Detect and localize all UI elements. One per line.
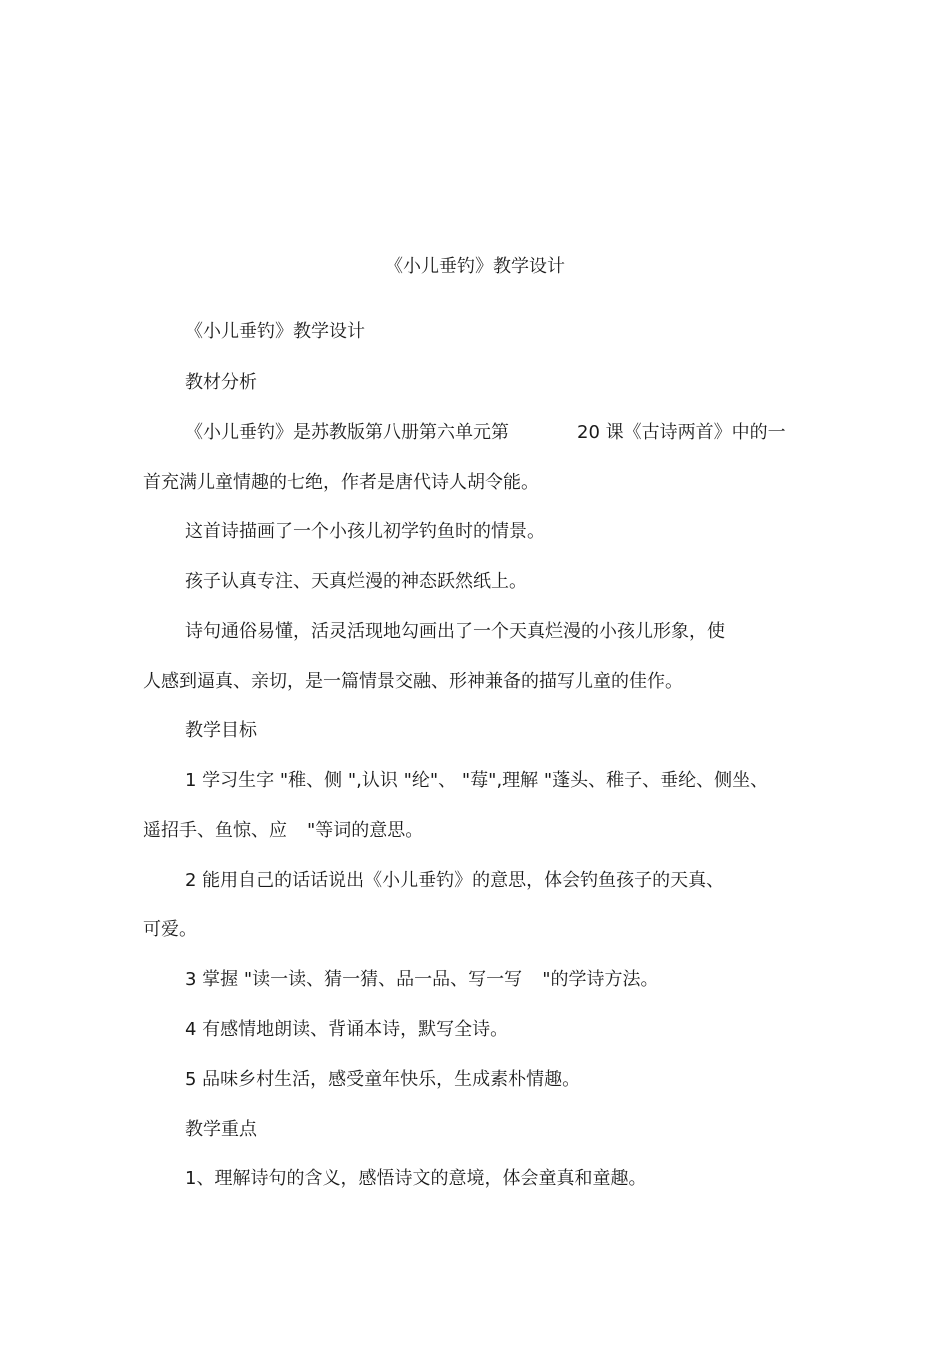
list-item: 2 能用自己的话话说出《小儿垂钓》的意思，体会钓鱼孩子的天真、	[185, 870, 725, 891]
paragraph-line: 首充满儿童情趣的七绝，作者是唐代诗人胡令能。	[143, 472, 539, 493]
list-item-continuation	[143, 819, 423, 843]
paragraph-text: 3 掌握 "读一读、猜一猜、品一品、写一写	[185, 969, 523, 990]
section-heading-material: 教材分析	[185, 372, 257, 393]
section-heading-goals: 教学目标	[185, 720, 257, 741]
paragraph-line: 孩子认真专注、天真烂漫的神态跃然纸上。	[185, 571, 527, 592]
paragraph-line: 这首诗描画了一个小孩儿初学钓鱼时的情景。	[185, 521, 545, 542]
paragraph-text: "等词的意思。	[307, 820, 424, 841]
list-item: 1 学习生字 "稚、侧 ",认识 "纶"、 "莓",理解 "蓬头、稚子、垂纶、侧坐、	[185, 770, 769, 791]
list-item: 4 有感情地朗读、背诵本诗，默写全诗。	[185, 1019, 509, 1040]
list-item: 1、理解诗句的含义，感悟诗文的意境，体会童真和童趣。	[185, 1168, 647, 1189]
section-heading-key-points: 教学重点	[185, 1119, 257, 1140]
list-item-continuation: 可爱。	[143, 919, 197, 940]
document-title: 《小儿垂钓》教学设计	[385, 256, 565, 277]
paragraph-line: 诗句通俗易懂，活灵活现地勾画出了一个天真烂漫的小孩儿形象，使	[185, 621, 725, 642]
paragraph-line	[185, 421, 786, 445]
paragraph-text: 遥招手、鱼惊、应	[143, 820, 287, 841]
paragraph-text: 《小儿垂钓》是苏教版第八册第六单元第	[185, 422, 509, 443]
document-heading: 《小儿垂钓》教学设计	[185, 321, 365, 342]
paragraph-line: 人感到逼真、亲切，是一篇情景交融、形神兼备的描写儿童的佳作。	[143, 671, 683, 692]
paragraph-text: 20 课《古诗两首》中的一	[577, 422, 786, 443]
list-item: 5 品味乡村生活，感受童年快乐，生成素朴情趣。	[185, 1069, 581, 1090]
paragraph-text: "的学诗方法。	[542, 969, 659, 990]
list-item	[185, 968, 658, 992]
